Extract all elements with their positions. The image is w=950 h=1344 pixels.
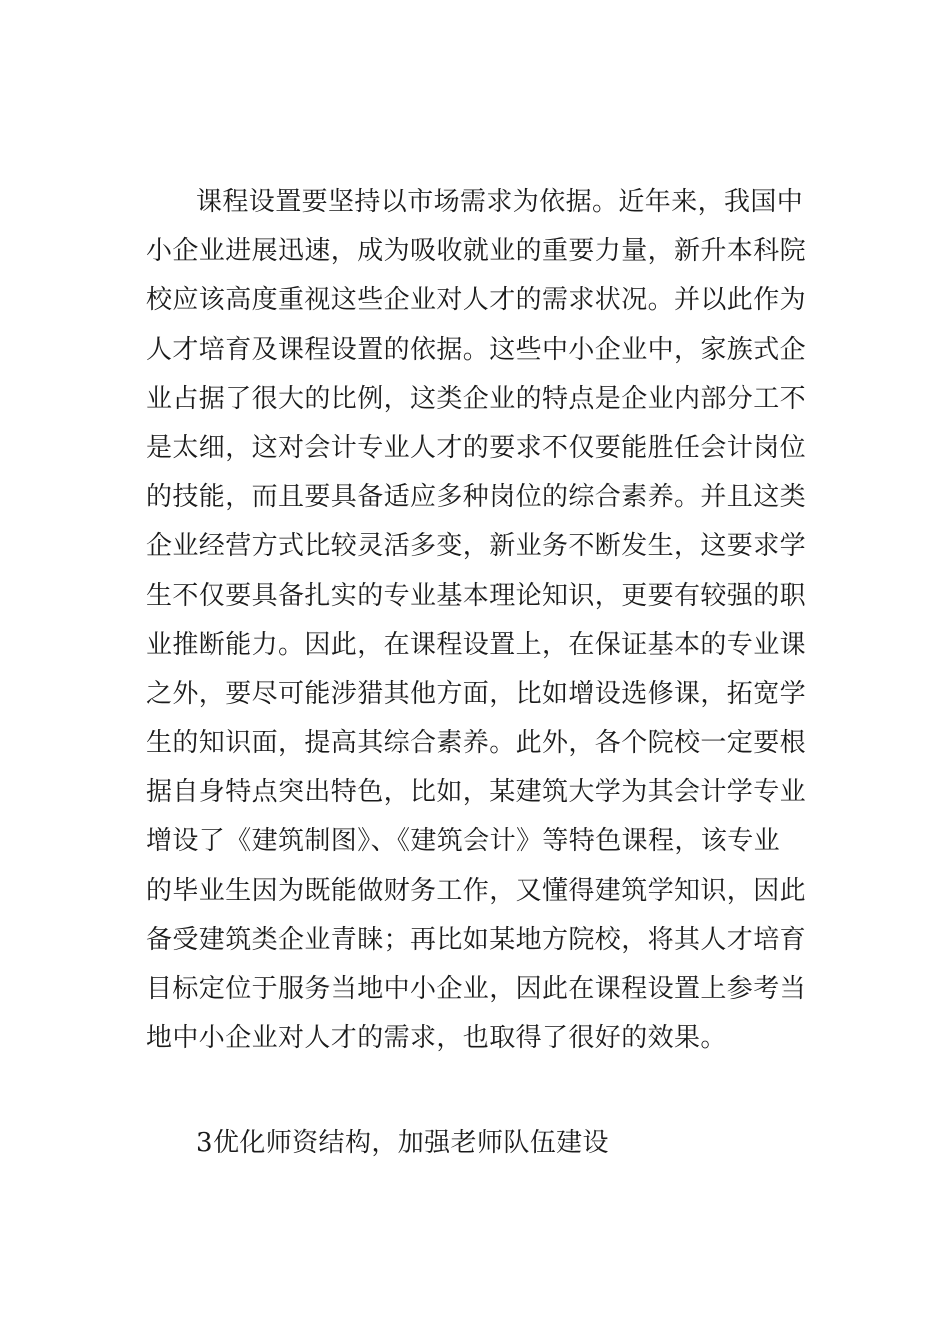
paragraph-line: 业推断能力。因此，在课程设置上，在保证基本的专业课 bbox=[146, 629, 807, 660]
body-paragraph bbox=[146, 178, 808, 1063]
paragraph-line: 人才培育及课程设置的依据。这些中小企业中，家族式企 bbox=[146, 334, 807, 365]
paragraph-line: 小企业进展迅速，成为吸收就业的重要力量，新升本科院 bbox=[146, 236, 807, 267]
paragraph-line: 生不仅要具备扎实的专业基本理论知识，更要有较强的职 bbox=[146, 580, 807, 611]
paragraph-line: 的毕业生因为既能做财务工作，又懂得建筑学知识，因此 bbox=[146, 875, 807, 906]
paragraph-line: 校应该高度重视这些企业对人才的需求状况。并以此作为 bbox=[146, 285, 807, 316]
paragraph-line: 是太细，这对会计专业人才的要求不仅要能胜任会计岗位 bbox=[146, 432, 807, 463]
section-heading: 3优化师资结构，加强老师队伍建设 bbox=[196, 1128, 609, 1158]
paragraph-line: 课程设置要坚持以市场需求为依据。近年来，我国中 bbox=[196, 187, 804, 217]
paragraph-line: 的技能，而且要具备适应多种岗位的综合素养。并且这类 bbox=[146, 482, 807, 513]
paragraph-line: 企业经营方式比较灵活多变，新业务不断发生，这要求学 bbox=[146, 531, 807, 562]
paragraph-line: 目标定位于服务当地中小企业，因此在课程设置上参考当 bbox=[146, 974, 807, 1004]
paragraph-line: 据自身特点突出特色，比如，某建筑大学为其会计学专业 bbox=[146, 777, 807, 808]
paragraph-line: 生的知识面，提高其综合素养。此外，各个院校一定要根 bbox=[146, 728, 807, 759]
paragraph-line: 之外，要尽可能涉猎其他方面，比如增设选修课，拓宽学 bbox=[146, 678, 807, 709]
paragraph-line: 增设了《建筑制图》、《建筑会计》等特色课程，该专业 bbox=[146, 826, 781, 857]
paragraph-line: 业占据了很大的比例，这类企业的特点是企业内部分工不 bbox=[146, 383, 807, 414]
paragraph-line: 备受建筑类企业青睐；再比如某地方院校，将其人才培育 bbox=[146, 924, 807, 955]
paragraph-line: 地中小企业对人才的需求，也取得了很好的效果。 bbox=[146, 1023, 727, 1054]
